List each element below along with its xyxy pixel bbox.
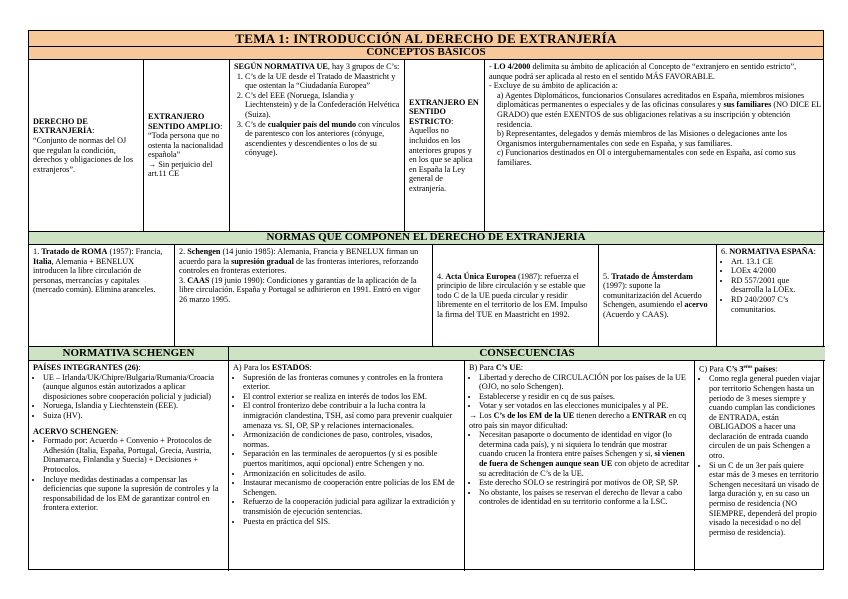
cs-ue-item-3: • Votar y ser votados en las elecciones municipales y al PE. <box>479 401 690 411</box>
espana-item-1: • Art. 13.1 CE <box>731 257 821 267</box>
consecuencias-header: CONSECUENCIAS <box>229 347 825 361</box>
normativa-ue-cell <box>230 60 405 232</box>
estados-item-2: • El control exterior se realiza en interés de todos los EM. <box>243 392 460 402</box>
terceros-item-2: • Si un C de un 3er país quiere estar más de 3 meses en territorio Schengen necesitará un visado de larga duración y, en su caso un permiso de residencia (NO SIEMPRE, dependerá del propio visado la necesidad o no del permiso de residencia). <box>709 461 821 538</box>
integrante-ue: • UE – Irlanda/UK/Chipre/Bulgaria/Rumania/Croacia (aunque algunos están autorizados a aplicar disposiciones sobre cooperación policial y judicial) <box>43 373 224 402</box>
terceros-item-1: • Como regla general pueden viajar por territorio Schengen hasta un periodo de 3 meses siempre y cuando cumplan las condiciones de ENTRADA, están OBLIGADOS a hacer una declaración de entrada cuando circulen de un país Schengen a otro. <box>709 374 821 460</box>
estados-item-5: • Separación en las terminales de aeropuertos (y si es posible puertos marítimos, aquí opcional) entre Schengen y no. <box>243 449 460 468</box>
lo-4-2000-cell: - LO 4/2000 delimita su ámbito de aplicación al Concepto de “extranjero en sentido estricto”, aunque podrá ser aplicada al resto en el sentido MÁS FAVORABLE. - Excluye de su ámbito de aplicación a: a) Agentes Diplomáticos, funcionarios Consulares acreditados en España, miembros misiones diplomáticas permanentes o especiales y de las oficinas consulares y sus familiares (NO DICE EL GRADO) que estén EXENTOS de sus obligaciones relativas a su inscripción y obtención residencia. b) Representantes, delegados y demás miembros de las Misiones o delegaciones ante los Organismos intergubernamentales con sede en España, y sus familiares. c) Funcionarios destinados en OI o intergubernamentales con sede en España, así como sus familiares. <box>485 60 825 232</box>
acervo-incluye: • Incluye medidas destinadas a compensar las deficiencias que supone la supresión de controles y la responsabilidad de los EM de garantizar control en frontera exterior. <box>43 475 224 513</box>
ue-group-2: 2. C’s del EEE (Noruega, Islandia y Liechtenstein) y de la Confederación Helvética (Suiza). <box>245 91 400 120</box>
estados-item-3: • El control fronterizo debe contribuir a la lucha contra la inmigración clandestina, TSH, así como para prevenir cualquier amenaza vs. SI, OP, SP y relaciones internacionales. <box>243 401 460 430</box>
amplio-def: “Toda persona que no ostenta la nacionalidad española” <box>148 131 224 160</box>
consecuencias-cs-ue-cell: B) Para C’s UE: • Libertad y derecho de CIRCULACIÓN por los países de la UE (OJO, no solo Schengen). • Establecerse y residir en cq de sus países. • Votar y ser votados en las elecciones municipales y al PE. → Los C’s de los EM de la UE tienen derecho a ENTRAR en cq otro país sin mayor dificultad: • Necesitan pasaporte o documento de identidad en vigor (lo determina cada país), y ni siquiera lo tendrán que mostrar cuando crucen la frontera entre países Schengen y si, si vienen de fuera de Schengen aunque sean UE con objeto de acreditar su acreditación de C’s de la UE. • Este derecho SOLO se restringirá por motivos de OP, SP, SP. • No obstante, los países se reservan el derecho de llevar a cabo controles de identidad en su territorio conforme a la LSC. <box>465 361 695 571</box>
normativa-espana-cell: 6. NORMATIVA ESPAÑA: • Art. 13.1 CE • LOEx 4/2000 • RD 557/2001 que desarrolla la LOEx. • RD 240/2007 C’s comunitarios. <box>717 245 825 347</box>
tratado-amsterdam-cell: 5. Tratado de Ámsterdam (1997): supone la comunitarización del Acuerdo Schengen, asumiendo el acervo (Acuerdo y CAAS). <box>599 245 717 347</box>
cs-ue-entrar: → Los C’s de los EM de la UE tienen derecho a ENTRAR en cq otro país sin mayor dificultad: <box>469 410 687 430</box>
integrantes-head: PAÍSES INTEGRANTES (26) <box>33 363 139 372</box>
consecuencias-terceros-cell: C) Para C’s $3^{eros}$ países: • Como regla general pueden viajar por territorio Schengen hasta un periodo de 3 meses siempre y cuando cumplan las condiciones de ENTRADA, están OBLIGADOS a hacer una declaración de entrada cuando circulen de un país Schengen a otro. • Si un C de un 3er país quiere estar más de 3 meses en territorio Schengen necesitará un visado de larga duración y, en su caso un permiso de residencia (NO SIEMPRE, dependerá del propio visado la necesidad o no del permiso de residencia). <box>695 361 825 571</box>
integrante-suiza: • Suiza (HV). <box>43 411 224 421</box>
espana-item-3: • RD 557/2001 que desarrolla la LOEx. <box>731 276 821 295</box>
lo-a: a) Agentes Diplomáticos, funcionarios Consulares acreditados en España, miembros misiones diplomáticas permanentes o especiales y de las oficinas consulares y sus familiares (NO DICE EL GRADO) que estén EXENTOS de sus obligaciones relativas a su inscripción y obtención residencia. <box>497 90 821 129</box>
integrante-eee: • Noruega, Islandia y Liechtenstein (EEE). <box>43 401 224 411</box>
cs-ue-controles: • No obstante, los países se reservan el derecho de llevar a cabo controles de identidad en su territorio conforme a la LSC. <box>479 488 690 507</box>
estados-item-9: • Puesta en práctica del SIS. <box>243 517 460 527</box>
estricto-term: EXTRANJERO EN SENTIDO ESTRICTO <box>409 97 479 126</box>
estados-item-8: • Refuerzo de la cooperación judicial para agilizar la extradición y transmisión de ejecución sentencias. <box>243 497 460 516</box>
cs-ue-restringe: • Este derecho SOLO se restringirá por motivos de OP, SP, SP. <box>479 478 690 488</box>
amplio-term: EXTRANJERO SENTIDO AMPLIO <box>148 111 221 131</box>
tratado-roma-cell: 1. Tratado de ROMA (1957): Francia, Italia, Alemania + BENELUX introducen la libre circulación de personas, mercancías y capitales (mercado común). Elimina aranceles. <box>29 245 175 347</box>
cs-ue-necesitan: • Necesitan pasaporte o documento de identidad en vigor (lo determina cada país), y ni siquiera lo tendrán que mostrar cuando crucen la frontera entre países Schengen y si, si vienen de fuera de Schengen aunque sean UE con objeto de acreditar su acreditación de C’s de la UE. <box>479 430 690 478</box>
acervo-head: ACERVO SCHENGEN <box>33 426 117 436</box>
acervo-formado: • Formado por: Acuerdo + Convenio + Protocolos de Adhesión (Italia, España, Portugal, Grecia, Austria, Dinamarca, Finlandia y Suecia) + Decisiones + Protocolos. <box>43 436 224 474</box>
normativa-schengen-header: NORMATIVA SCHENGEN <box>29 347 229 361</box>
normativa-schengen-cell: PAÍSES INTEGRANTES (26): • UE – Irlanda/UK/Chipre/Bulgaria/Rumania/Croacia (aunque algunos están autorizados a aplicar disposiciones sobre cooperación policial y judicial) • Noruega, Islandia y Liechtenstein (EEE). • Suiza (HV). ACERVO SCHENGEN: • Formado por: Acuerdo + Convenio + Protocolos de Adhesión (Italia, España, Portugal, Grecia, Austria, Dinamarca, Finlandia y Suecia) + Decisiones + Protocolos. • Incluye medidas destinadas a compensar las deficiencias que supone la supresión de controles y la responsabilidad de los EM de garantizar control en frontera exterior. <box>29 361 229 571</box>
derecho-extranjeria-cell: DERECHO DE EXTRANJERÍA: “Conjunto de normas del OJ que regulan la condición, derechos y obligaciones de los extranjeros”. <box>29 60 144 232</box>
estados-item-4: • Armonización de condiciones de paso, controles, visados, normas. <box>243 430 460 449</box>
espana-item-2: • LOEx 4/2000 <box>731 266 821 276</box>
normativa-ue-intro: , hay 3 grupos de C’s: <box>327 62 400 71</box>
espana-item-4: • RD 240/2007 C’s comunitarios. <box>731 295 821 314</box>
estados-item-7: • Instaurar mecanismo de cooperación entre policías de los EM de Schengen. <box>243 478 460 497</box>
lo-excluye: - Excluye de su ámbito de aplicación a: <box>489 81 618 91</box>
extranjero-estricto-cell: EXTRANJERO EN SENTIDO ESTRICTO: Aquellos no incluidos en los anteriores grupos y en los que se aplica en España la Ley general de extranjería. <box>405 60 485 232</box>
estados-item-6: • Armonización en solicitudes de asilo. <box>243 469 460 479</box>
normativa-ue-head: SEGÚN NORMATIVA UE <box>234 62 328 71</box>
normas-header: NORMAS QUE COMPONEN EL DERECHO DE EXTRANJERÍA <box>29 232 823 245</box>
estricto-def: Aquellos no incluidos en los anteriores grupos y en los que se aplica en España la Ley general de extranjería. <box>409 126 473 193</box>
extranjero-amplio-cell: EXTRANJERO SENTIDO AMPLIO: “Toda persona que no ostenta la nacionalidad española” → Sin perjuicio del art.11 CE <box>144 60 230 232</box>
derecho-def: “Conjunto de normas del OJ que regulan la condición, derechos y obligaciones de los extranjeros”. <box>33 135 134 174</box>
page-title: TEMA 1: INTRODUCCIÓN AL DERECHO DE EXTRANJERÍA <box>29 31 823 47</box>
summary-sheet <box>28 30 824 570</box>
estados-item-1: • Supresión de las fronteras comunes y controles en la frontera exterior. <box>243 373 460 392</box>
lo-c: c) Funcionarios destinados en OI o intergubernamentales con sede en España, así como sus familiares. <box>497 148 796 167</box>
ue-group-1: 1. C’s de la UE desde el Tratado de Maastricht y que ostentan la “Ciudadanía Europea” <box>245 72 400 91</box>
ue-group-3: 3. C’s de cualquier país del mundo con vínculos de parentesco con los anteriores (cónyuge, ascendientes y descendientes o los de su cónyuge). <box>245 120 400 158</box>
derecho-term: DERECHO DE EXTRANJERÍA <box>33 116 93 136</box>
conceptos-header: CONCEPTOS BÁSICOS <box>29 47 823 60</box>
schengen-caas-cell: 2. Schengen (14 junio 1985): Alemania, Francia y BENELUX firman un acuerdo para la supresión gradual de las fronteras interiores, reforzando controles en fronteras exteriores. 3. CAAS (19 junio 1990): Condiciones y garantías de la aplicación de la libre circulación. España y Portugal se adhirieron en 1991. Entró en vigor 26 marzo 1995. <box>175 245 433 347</box>
amplio-note: → Sin perjuicio del art.11 CE <box>148 159 213 179</box>
cs-ue-item-1: • Libertad y derecho de CIRCULACIÓN por los países de la UE (OJO, no solo Schengen). <box>479 373 690 392</box>
consecuencias-estados-cell: A) Para los ESTADOS: • Supresión de las fronteras comunes y controles en la frontera exterior. • El control exterior se realiza en interés de todos los EM. • El control fronterizo debe contribuir a la lucha contra la inmigración clandestina, TSH, así como para prevenir cualquier amenaza vs. SI, OP, SP y relaciones internacionales. • Armonización de condiciones de paso, controles, visados, normas. • Separación en las terminales de aeropuertos (y si es posible puertos marítimos, aquí opcional) entre Schengen y no. • Armonización en solicitudes de asilo. • Instaurar mecanismo de cooperación entre policías de los EM de Schengen. • Refuerzo de la cooperación judicial para agilizar la extradición y transmisión de ejecución sentencias. • Puesta en práctica del SIS. <box>229 361 465 571</box>
lo-b: b) Representantes, delegados y demás miembros de las Misiones o delegaciones ante los Organismos intergubernamentales con sede en España, y sus familiares. <box>497 129 787 148</box>
acta-unica-cell: 4. Acta Única Europea (1987): refuerza el principio de libre circulación y se estable que todo C de la UE pueda circular y residir libremente en el territorio de los EM. Impulso la firma del TUE en Maastricht en 1992. <box>433 245 599 347</box>
cs-ue-item-2: • Establecerse y residir en cq de sus países. <box>479 392 690 402</box>
